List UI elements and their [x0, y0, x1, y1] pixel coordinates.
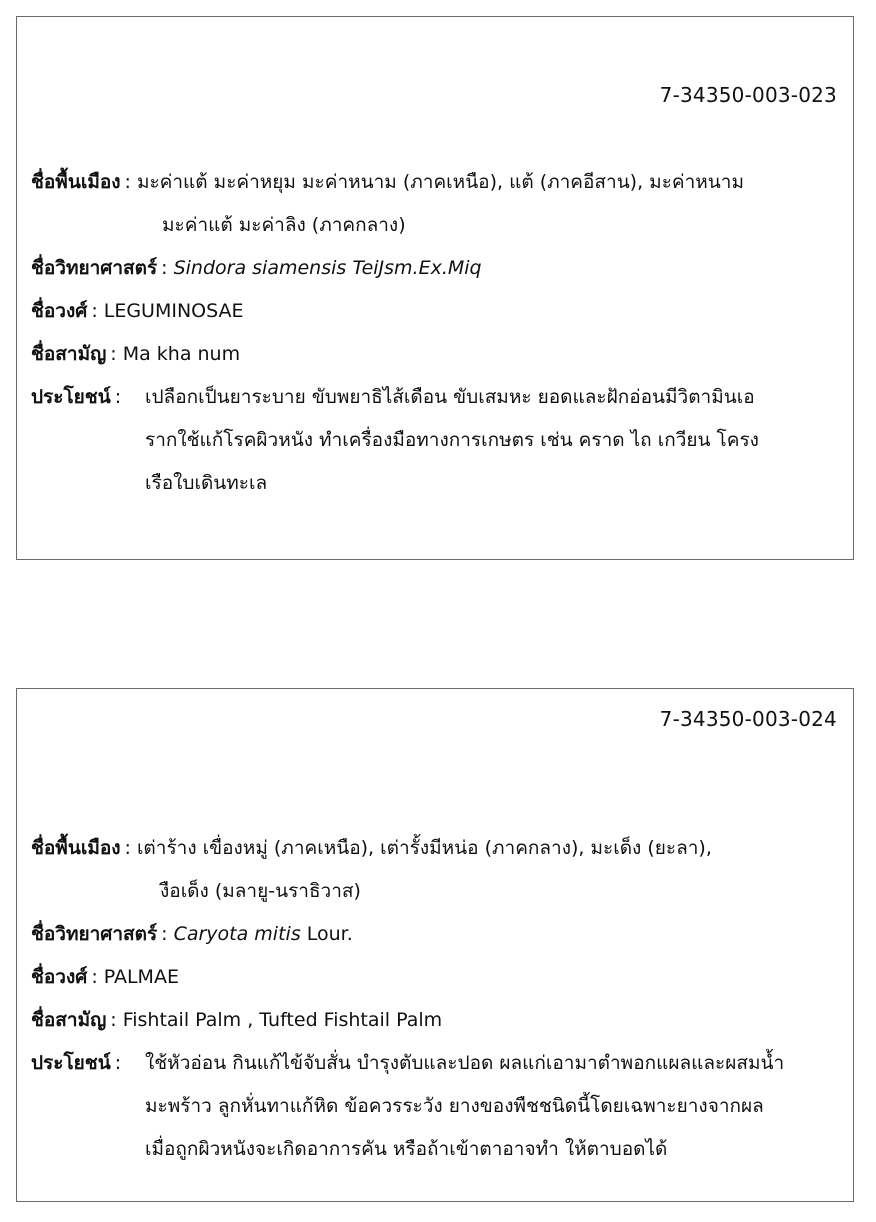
family-row — [31, 956, 839, 999]
local-name-value: มะค่าแต้ มะค่าหยุม มะค่าหนาม (ภาคเหนือ), แต้ (ภาคอีสาน), มะค่าหนาม — [136, 171, 744, 193]
colon: : — [110, 1009, 117, 1031]
colon: : — [124, 837, 131, 859]
usage-line: เมื่อถูกผิวหนังจะเกิดอาการคัน หรือถ้าเข้าตาอาจทำ ให้ตาบอดได้ — [145, 1138, 668, 1160]
common-name-value: Fishtail Palm , Tufted Fishtail Palm — [122, 1009, 443, 1031]
colon: : — [110, 343, 117, 365]
common-name-label: ชื่อสามัญ — [31, 1009, 107, 1031]
specimen-card-2 — [16, 688, 854, 1202]
local-name-label: ชื่อพื้นเมือง — [31, 171, 121, 193]
common-name-value: Ma kha num — [122, 343, 241, 365]
usage-line: ใช้หัวอ่อน กินแก้ไข้จับสั่น บำรุงตับและปอด ผลแก่เอามาตำพอกแผลและผสมน้ำ — [145, 1052, 785, 1074]
common-name-row — [31, 333, 839, 376]
local-name-value: เต่าร้าง เขื่องหมู่ (ภาคเหนือ), เต่ารั้งมีหน่อ (ภาคกลาง), มะเด็ง (ยะลา), — [136, 837, 712, 859]
scientific-name-label: ชื่อวิทยาศาสตร์ — [31, 923, 158, 945]
family-label: ชื่อวงศ์ — [31, 300, 88, 322]
usage-label: ประโยชน์ — [31, 1052, 111, 1074]
usage-text — [145, 1042, 784, 1171]
scientific-name-row — [31, 913, 839, 956]
specimen-code: 7-34350-003-024 — [659, 707, 837, 731]
local-name-value-cont: มะค่าแต้ มะค่าลิง (ภาคกลาง) — [162, 214, 406, 236]
scientific-name-italic: Caryota mitis — [173, 923, 301, 945]
local-name-row — [31, 161, 839, 204]
specimen-card-1 — [16, 16, 854, 560]
family-label: ชื่อวงศ์ — [31, 966, 88, 988]
family-value: PALMAE — [103, 966, 179, 988]
specimen-code: 7-34350-003-023 — [659, 83, 837, 107]
local-name-value-cont: งือเด็ง (มลายู-นราธิวาส) — [160, 880, 361, 902]
colon: : — [161, 257, 168, 279]
colon: : — [114, 386, 122, 408]
usage-label: ประโยชน์ — [31, 386, 111, 408]
family-row — [31, 290, 839, 333]
colon: : — [124, 171, 131, 193]
usage-line: มะพร้าว ลูกหั่นทาแก้หิด ข้อควรระวัง ยางของพืชชนิดนี้โดยเฉพาะยางจากผล — [145, 1095, 764, 1117]
family-value: LEGUMINOSAE — [103, 300, 244, 322]
usage-line: รากใช้แก้โรคผิวหนัง ทำเครื่องมือทางการเกษตร เช่น คราด ไถ เกวียน โครง — [145, 429, 759, 451]
usage-line: เรือใบเดินทะเล — [145, 472, 268, 494]
scientific-name-author: Lour. — [306, 923, 353, 945]
common-name-row — [31, 999, 839, 1042]
local-name-row — [31, 827, 839, 870]
scientific-name-row — [31, 247, 839, 290]
usage-text — [145, 376, 759, 505]
common-name-label: ชื่อสามัญ — [31, 343, 107, 365]
colon: : — [91, 300, 98, 322]
colon: : — [91, 966, 98, 988]
local-name-label: ชื่อพื้นเมือง — [31, 837, 121, 859]
colon: : — [114, 1052, 122, 1074]
scientific-name-label: ชื่อวิทยาศาสตร์ — [31, 257, 158, 279]
scientific-name-italic: Sindora siamensis TeiJsm.Ex.Miq — [173, 257, 482, 279]
usage-line: เปลือกเป็นยาระบาย ขับพยาธิไส้เดือน ขับเสมหะ ยอดและฝักอ่อนมีวิตามินเอ — [145, 386, 755, 408]
colon: : — [161, 923, 168, 945]
